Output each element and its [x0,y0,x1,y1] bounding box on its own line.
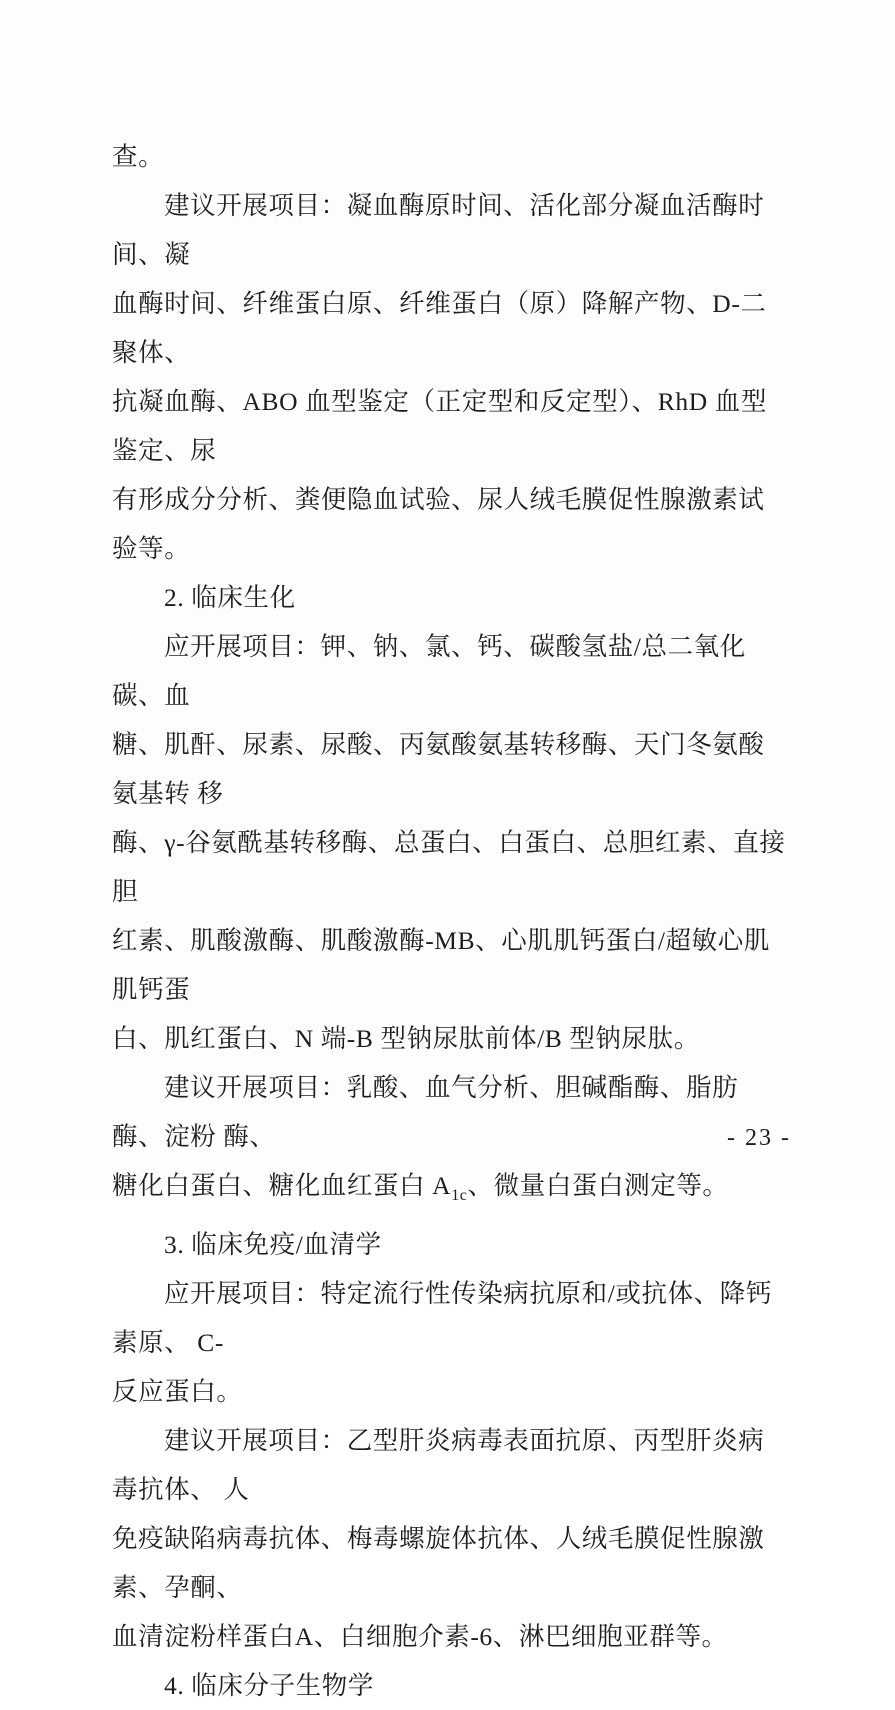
paragraph: 酶、γ-谷氨酰基转移酶、总蛋白、白蛋白、总胆红素、直接胆 [112,828,786,906]
paragraph: 应开展项目：特定流行性传染病抗原和/或抗体、降钙素原、 C- [112,1279,772,1358]
paragraph: 红素、肌酸激酶、肌酸激酶-MB、心肌肌钙蛋白/超敏心肌肌钙蛋 [112,926,770,1004]
paragraph: 建议开展项目：乙型肝炎病毒表面抗原、丙型肝炎病毒抗体、 人 [112,1426,765,1505]
paragraph: 建议开展项目：凝血酶原时间、活化部分凝血活酶时间、凝 [112,191,765,269]
paragraph: 有形成分分析、粪便隐血试验、尿人绒毛膜促性腺激素试验等。 [112,485,765,563]
section-heading: 2. 临床生化 [164,583,296,612]
paragraph: 白、肌红蛋白、N 端-B 型钠尿肽前体/B 型钠尿肽。 [112,1024,700,1053]
paragraph: 查。 [112,142,165,171]
paragraph: 糖、肌酐、尿素、尿酸、丙氨酸氨基转移酶、天门冬氨酸氨基转 移 [112,730,765,808]
paragraph: 血清淀粉样蛋白A、白细胞介素-6、淋巴细胞亚群等。 [112,1622,728,1652]
section-heading: 4. 临床分子生物学 [164,1671,375,1701]
document-body [112,132,790,1710]
paragraph: 血酶时间、纤维蛋白原、纤维蛋白（原）降解产物、D-二聚体、 [112,289,767,367]
paragraph: 应开展项目：钾、钠、氯、钙、碳酸氢盐/总二氧化碳、血 [112,632,746,710]
paragraph: 建议开展项目：乳酸、血气分析、胆碱酯酶、脂肪酶、淀粉 酶、 [112,1073,739,1151]
paragraph: 反应蛋白。 [112,1377,243,1407]
paragraph: 抗凝血酶、ABO 血型鉴定（正定型和反定型）、RhD 血型鉴定、尿 [112,387,767,465]
paragraph: 免疫缺陷病毒抗体、梅毒螺旋体抗体、人绒毛膜促性腺激素、孕酮、 [112,1524,765,1603]
paragraph: 糖化白蛋白、糖化血红蛋白 $A_{1c}$、微量白蛋白测定等。 [112,1171,729,1205]
page-number: - 23 - [727,1125,791,1151]
section-heading: 3. 临床免疫/血清学 [164,1230,382,1260]
